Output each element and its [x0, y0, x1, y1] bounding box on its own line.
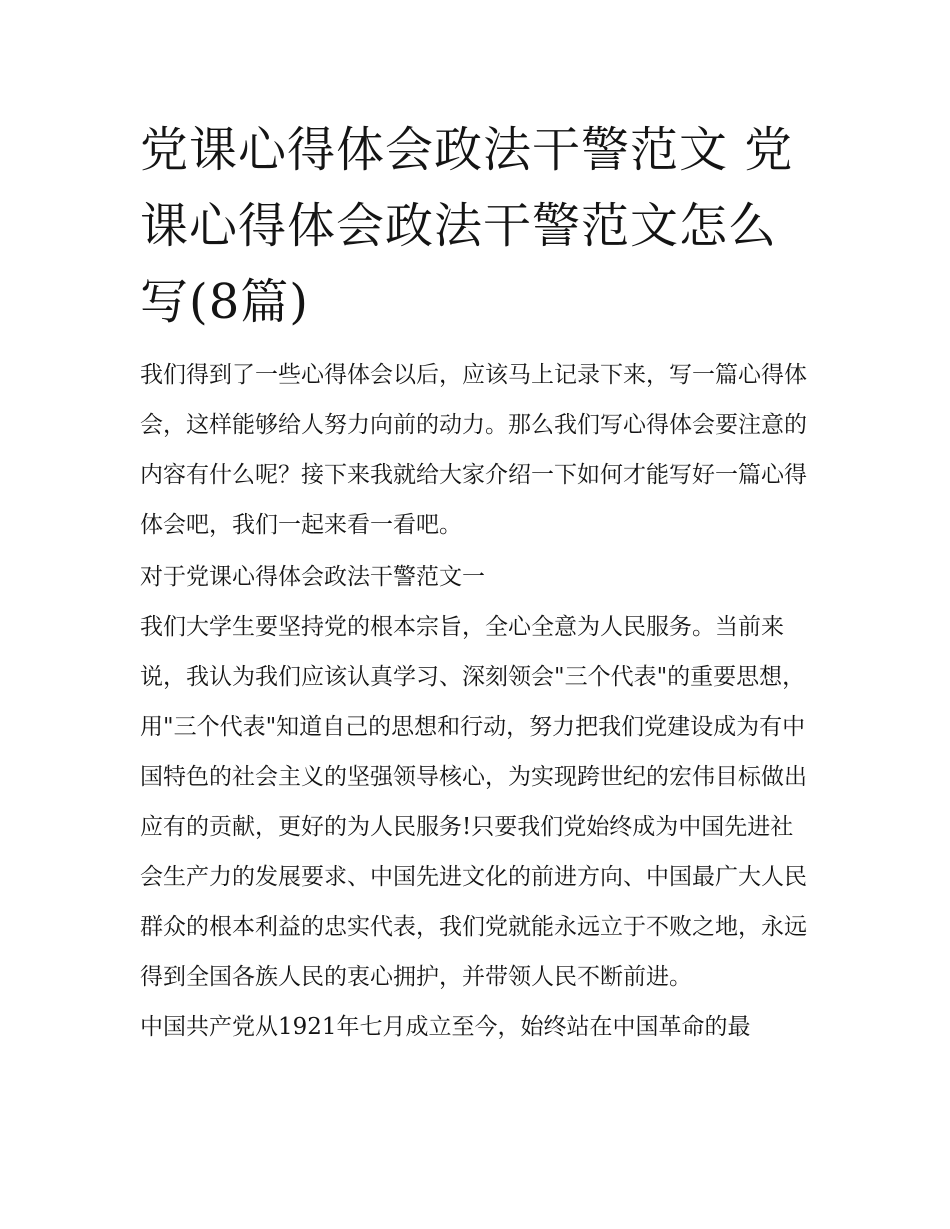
document-title: 党课心得体会政法干警范文 党课心得体会政法干警范文怎么写(8篇) — [140, 122, 794, 330]
body-paragraph-2: 中国共产党从1921年七月成立至今，始终站在中国革命的最 — [140, 1014, 751, 1040]
body-paragraph-1: 我们大学生要坚持党的根本宗旨，全心全意为人民服务。当前来说，我认为我们应该认真学习、深刻领会"三个代表"的重要思想，用"三个代表"知道自己的思想和行动，努力把我们党建设成为有中国特色的社会主义的坚强领导核心，为实现跨世纪的宏伟目标做出应有的贡献，更好的为人民服务!只要我们党始终成为中国先进社会生产力的发展要求、中国先进文化的前进方向、中国最广大人民群众的根本利益的忠实代表，我们党就能永远立于不败之地，永远得到全国各族人民的衷心拥护，并带领人民不断前进。 — [140, 614, 807, 990]
intro-paragraph: 我们得到了一些心得体会以后，应该马上记录下来，写一篇心得体会，这样能够给人努力向前的动力。那么我们写心得体会要注意的内容有什么呢？接下来我就给大家介绍一下如何才能写好一篇心得体会吧，我们一起来看一看吧。 — [140, 362, 807, 538]
document-page — [140, 112, 816, 1052]
section-heading: 对于党课心得体会政法干警范文一 — [140, 564, 485, 590]
